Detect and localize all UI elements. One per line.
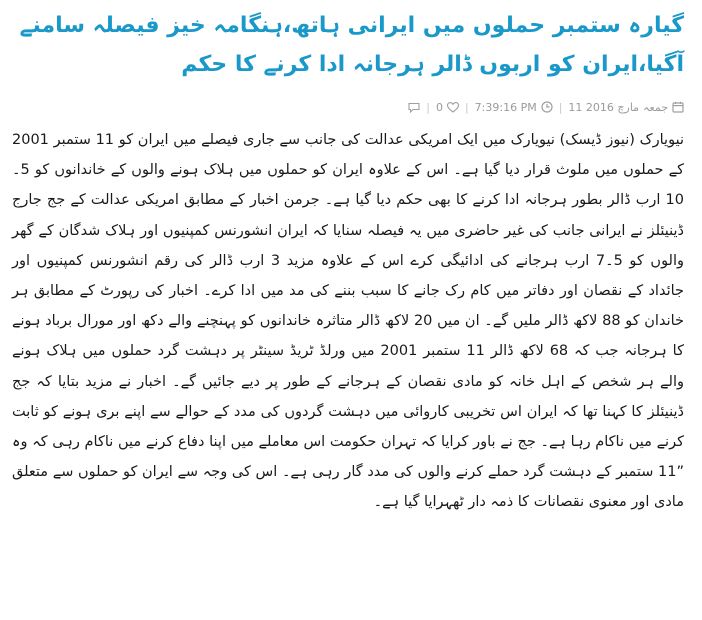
comments-link[interactable]: [404, 102, 420, 113]
heart-icon: [447, 102, 459, 113]
publish-day: جمعہ: [643, 100, 668, 114]
publish-date: [568, 101, 684, 114]
meta-divider: |: [558, 100, 563, 114]
meta-divider: |: [426, 100, 430, 114]
clock-icon: [541, 101, 553, 113]
comment-icon: [408, 102, 420, 113]
article-meta: [12, 98, 684, 116]
like-count: 0: [435, 100, 443, 114]
article-title[interactable]: گیارہ ستمبر حملوں میں ایرانی ہاتھ،ہنگامہ خیز فیصلہ سامنے آگیا،ایران کو اربوں ڈالر ہرجانہ ادا کرنے کا حکم: [19, 13, 684, 77]
publish-time-text: 7:39:16 PM: [474, 100, 537, 114]
calendar-icon: [672, 101, 684, 113]
article-body: نیویارک (نیوز ڈیسک) نیویارک میں ایک امریکی عدالت کی جانب سے جاری فیصلے میں ایران کو 11 ستمبر 2001 کے حملوں میں ملوث قرار دیا گیا ہے۔ اس کے علاوہ ایران کو حملوں میں ہلاک ہونے والوں کے خاندانوں کو 5۔10 ارب ڈالر بطور ہرجانہ ادا کرنے کا بھی حکم دیا گیا ہے۔ جرمن اخبار کے مطابق امریکی عدالت کے جج جارج ڈینیئلز نے ایرانی جانب کی غیر حاضری میں یہ فیصلہ سنایا کہ ایران انشورنس کمپنیوں اور ہلاک شدگان کے گھر والوں کو 5۔7 ارب ہرجانے کی ادائیگی کرے اس کے علاوہ مزید 3 ارب ڈالر کی رقم انشورنس کمپنیوں اور جائداد کے نقصان اور دفاتر میں کام رک جانے کا سبب بننے کی مد میں ادا کرے۔ اخبار کی رپورٹ کے مطابق ہر خاندان کو 88 لاکھ ڈالر ملیں گے۔ ان میں 20 لاکھ ڈالر متاثرہ خاندانوں کو پہنچنے والے دکھ اور مورال برباد ہونے کا ہرجانہ جب کہ 68 لاکھ ڈالر 11 ستمبر 2001 میں ورلڈ ٹریڈ سینٹر پر دہشت گرد حملوں میں ہلاک ہونے والے ہر شخص کے اہل خانہ کو مادی نقصان کے ہرجانے کے طور پر دیے جائیں گے۔ اخبار نے مزید بتایا کہ جج ڈینیئلز کا کہنا تھا کہ ایران اس تخریبی کاروائی میں دہشت گردوں کی مدد کے حوالے سے اپنے بری ہونے کو ثابت کرنے میں ناکام رہا ہے۔ جج نے باور کرایا کہ تہران حکومت اس معاملے میں اپنا دفاع کرنے میں ناکام رہی کہ وہ ”11 ستمبر کے دہشت گرد حملے کرنے والوں کی مدد گار رہی ہے۔ اس کی وجہ سے ایران کو حملوں سے متعلق مادی اور معنوی نقصانات کا ذمہ دار ٹھہرایا گیا ہے۔: [12, 132, 685, 511]
publish-date-text: 11 مارچ 2016: [568, 100, 640, 114]
publish-time: [475, 101, 553, 114]
like-button[interactable]: [436, 101, 459, 114]
meta-divider: |: [464, 100, 469, 114]
